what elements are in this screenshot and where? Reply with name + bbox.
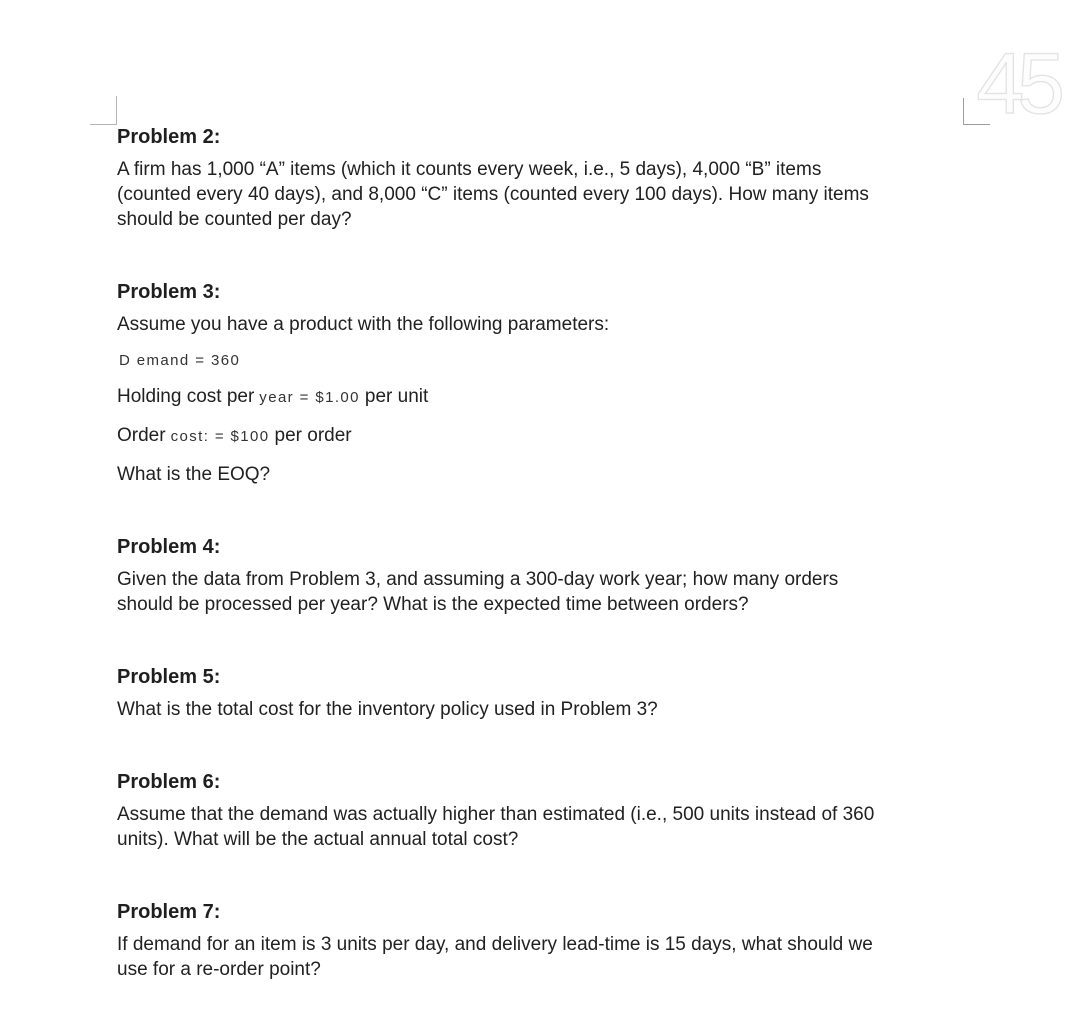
problem-2-section [117, 123, 962, 232]
problem-3-question-line: What is the EOQ? [117, 464, 271, 485]
problem-2-text-line: should be counted per day? [117, 209, 352, 230]
problem-2-heading: Problem 2: [117, 126, 221, 148]
problem-2-text-line: (counted every 40 days), and 8,000 “C” items (counted every 100 days). How many items [117, 184, 869, 205]
problem-3-intro-line: Assume you have a product with the following parameters: [117, 314, 610, 335]
problem-6-section [117, 768, 962, 852]
problem-5-text-line: What is the total cost for the inventory policy used in Problem 3? [117, 699, 658, 720]
problem-3-demand-line [117, 350, 962, 371]
problem-3-heading: Problem 3: [117, 281, 221, 303]
problem-4-section [117, 533, 962, 617]
order-cost-equation: cost: = $100 [170, 428, 270, 445]
holding-cost-prefix: Holding cost per [117, 386, 255, 407]
problem-7-text-line: use for a re-order point? [117, 959, 321, 980]
problem-3-order-cost-line [117, 423, 962, 449]
problem-7-text-line: If demand for an item is 3 units per day, and delivery lead-time is 15 days, what should we [117, 934, 873, 955]
problem-7-section [117, 898, 962, 982]
problem-7-heading: Problem 7: [117, 901, 221, 923]
problem-6-heading: Problem 6: [117, 771, 221, 793]
demand-equation: D emand = 360 [119, 352, 241, 369]
problem-5-heading: Problem 5: [117, 666, 221, 688]
problem-3-section [117, 278, 962, 487]
problems-document [117, 123, 962, 1028]
holding-cost-equation: year = $1.00 [259, 389, 360, 406]
problem-6-text-line: units). What will be the actual annual total cost? [117, 829, 519, 850]
order-cost-prefix: Order [117, 425, 166, 446]
problem-4-heading: Problem 4: [117, 536, 221, 558]
problem-2-text-line: A firm has 1,000 “A” items (which it counts every week, i.e., 5 days), 4,000 “B” items [117, 159, 822, 180]
order-cost-suffix: per order [274, 425, 352, 446]
page-number-watermark: 45 [976, 36, 1058, 132]
problem-5-section [117, 663, 962, 722]
problem-4-text-line: Given the data from Problem 3, and assuming a 300-day work year; how many orders [117, 569, 839, 590]
holding-cost-suffix: per unit [364, 386, 429, 407]
problem-6-text-line: Assume that the demand was actually higher than estimated (i.e., 500 units instead of 360 [117, 804, 875, 825]
problem-3-holding-cost-line [117, 384, 962, 410]
page-corner-mark-left [90, 96, 117, 125]
problem-4-text-line: should be processed per year? What is the expected time between orders? [117, 594, 749, 615]
